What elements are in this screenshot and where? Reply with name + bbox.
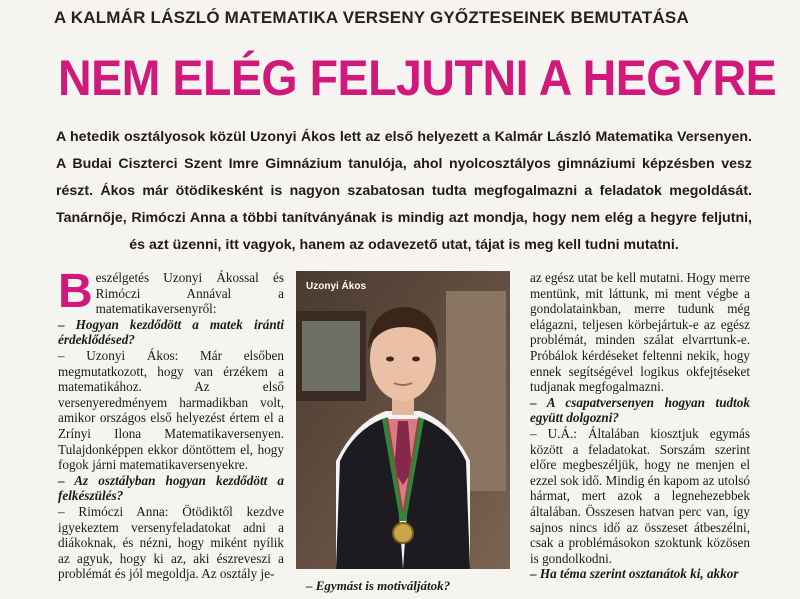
article-lead: A hetedik osztályosok közül Uzonyi Ákos lett az első helyezett a Kalmár László Matematika Versenyen. A Budai Ciszterci Szent Imre Gimnázium tanulója, ahol nyolcosztályos gimnáziumi képzésben vesz részt. Ákos már ötödikesként is nagyon szabatosan tudta megfogalmazni a feladatok megoldását. Tanárnője, Rimóczi Anna a többi tanítványának is mindig azt mondja, hogy nem elég a hegyre feljutni, és azt üzenni, itt vagyok, hanem az odavezető utat, tájat is meg kell tudni mutatni. xyxy=(56,129,752,253)
text-column-right xyxy=(530,270,750,582)
photo-question-caption: – Egymást is motiváljátok? xyxy=(306,578,451,593)
portrait-photo xyxy=(296,271,510,569)
answer-continued: az egész utat be kell mutatni. Hogy merre mentünk, mit láttunk, mi ment végbe a gondolatainkban, merre tudunk még elágazni, teljesen körbejártuk-e az egész problémát, minden szálat elvarrtunk-e. Próbálok kérdéseket feltenni nekik, hogy ennek segítségével logikus okfejtéseket tudjanak megfogalmazni. xyxy=(530,270,750,395)
question-3: – A csapatversenyen hogyan tudtok együtt dolgozni? xyxy=(530,394,750,426)
intro-paragraph xyxy=(58,265,284,318)
drop-cap: B xyxy=(58,265,93,318)
section-supertitle: A KALMÁR LÁSZLÓ MATEMATIKA VERSENY GYŐZTESEINEK BEMUTATÁSA xyxy=(54,8,689,27)
text-column-left xyxy=(58,265,284,582)
question-1: – Hogyan kezdődött a matek iránti érdeklődésed? xyxy=(58,316,284,348)
article-headline: NEM ELÉG FELJUTNI A HEGYRE xyxy=(58,50,777,106)
question-4: – Ha téma szerint osztanátok ki, akkor xyxy=(530,566,739,582)
answer-2: – Rimóczi Anna: Ötödiktől kezdve igyekeztem versenyfeladatokat adni a diákoknak, és nézni, hogy miként nyílik az agyuk, hogy ki az, aki észreveszi a problémát és jól megoldja. Az osztály je- xyxy=(58,503,284,582)
photo-name-label: Uzonyi Ákos xyxy=(306,281,367,292)
answer-1: – Uzonyi Ákos: Már elsőben megmutatkozott, hogy van érzékem a matematikához. Az első versenyeredményem harmadikban volt, amikor országos első helyezést értem el a Zrínyi Ilona Matematikaversenyen. Tulajdonképpen ekkor döntöttem el, hogy fogok járni matematikaversenyekre. xyxy=(58,347,284,473)
portrait-illustration xyxy=(296,271,510,569)
intro-text: eszélgetés Uzonyi Ákossal és Rimóczi Annával a matematikaversenyről: xyxy=(95,270,284,317)
question-2: – Az osztályban hogyan kezdődött a felkészülés? xyxy=(58,472,284,504)
answer-3: – U.Á.: Általában kiosztjuk egymás között a feladatokat. Sorszám szerint előre megbeszéljük, hogy ne menjen el ezzel sok idő. Mindig én kapom az utolsó hármat, mert azok a legnehezebbek általában. Összesen hatvan perc van, így sajnos nincs idő az összeset átbeszélni, csak a problémásokon szoktunk közösen is gondolkodni. xyxy=(530,425,750,566)
